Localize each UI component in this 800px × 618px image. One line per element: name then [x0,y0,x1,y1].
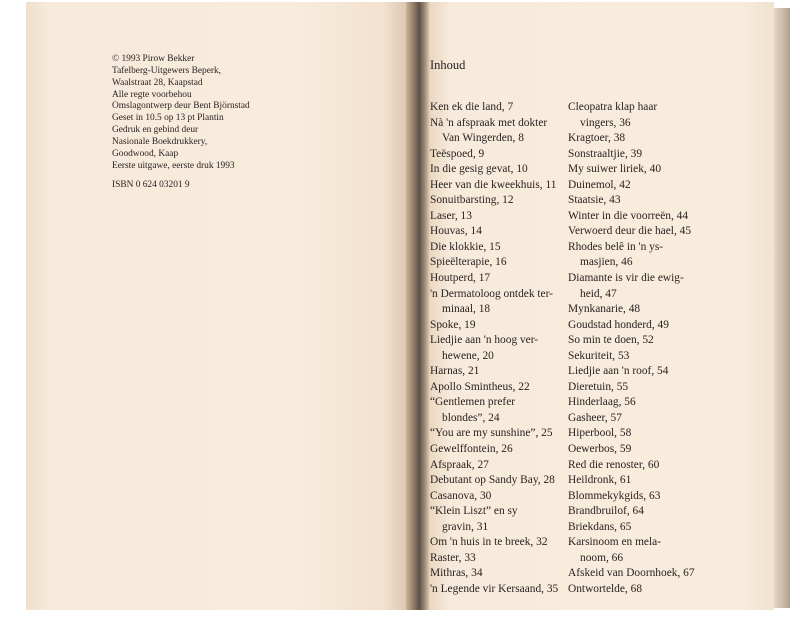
imprint-line: Omslagontwerp deur Bent Björnstad [112,101,250,112]
contents-entry: Liedjie aan 'n hoog ver- [430,334,539,347]
contents-entry: Goudstad honderd, 49 [568,318,669,331]
contents-entry: hewene, 20 [442,349,494,362]
contents-entry: Houtperd, 17 [430,272,491,285]
contents-entry: minaal, 18 [442,303,491,316]
contents-entry: 'n Legende vir Kersaand, 35 [430,582,559,595]
page-edges [774,8,790,608]
contents-entry: Gewelffontein, 26 [430,443,513,456]
contents-entry: Mynkanarie, 48 [568,303,641,316]
contents-entry: Hinderlaag, 56 [568,396,636,409]
contents-entry: Teëspoed, 9 [430,147,485,160]
contents-entry: Brandbruilof, 64 [568,505,644,518]
contents-entry: Die klokkie, 15 [430,240,501,253]
imprint-line: Goodwood, Kaap [112,148,179,159]
imprint-line: Eerste uitgawe, eerste druk 1993 [112,160,235,171]
contents-entry: gravin, 31 [442,520,489,533]
contents-entry: Diamante is vir die ewig- [568,272,684,285]
book-gutter [406,2,430,610]
imprint-line: Gedruk en gebind deur [112,125,199,136]
imprint-line: Alle regte voorbehou [112,89,192,100]
contents-entry: Debutant op Sandy Bay, 28 [430,474,555,487]
contents-entry: Sekuriteit, 53 [568,349,630,362]
contents-entry: Verwoerd deur die hael, 45 [568,225,692,238]
contents-entry: Spieëlterapie, 16 [430,256,507,269]
contents-entry: Duinemol, 42 [568,178,631,191]
contents-entry: Winter in die voorreën, 44 [568,209,689,222]
contents-entry: Gasheer, 57 [568,411,622,424]
imprint-line: Geset in 10.5 op 13 pt Plantin [112,113,224,124]
contents-entry: vingers, 36 [580,116,631,129]
contents-entry: Spoke, 19 [430,318,476,331]
contents-entry: In die gesig gevat, 10 [430,163,528,176]
contents-entry: Nà 'n afspraak met dokter [430,116,548,129]
contents-entry: Ken ek die land, 7 [430,101,514,113]
contents-entry: noom, 66 [580,551,624,564]
left-page [26,2,406,610]
contents-entry: heid, 47 [580,287,617,300]
contents-entry: Heildronk, 61 [568,474,632,487]
contents-entry: Casanova, 30 [430,489,492,502]
contents-entry: My suiwer liriek, 40 [568,163,662,176]
contents-entry: Afskeid van Doornhoek, 67 [568,567,695,580]
contents-entry: “You are my sunshine”, 25 [430,427,553,440]
contents-entry: Dieretuin, 55 [568,380,629,393]
contents-entry: Staatsie, 43 [568,194,621,207]
contents-entry: Laser, 13 [430,209,472,222]
contents-entry: Ontwortelde, 68 [568,582,643,595]
isbn: ISBN 0 624 03201 9 [112,180,190,190]
contents-entry: Sonuitbarsting, 12 [430,194,514,207]
contents-entry: Mithras, 34 [430,567,483,580]
contents-entry: Briekdans, 65 [568,520,632,533]
contents-entry: Hiperbool, 58 [568,427,632,440]
imprint-block [112,54,250,172]
contents-entry: 'n Dermatoloog ontdek ter- [430,287,553,300]
contents-entry: Blommekykgids, 63 [568,489,661,502]
contents-entry: Oewerbos, 59 [568,443,632,456]
contents-entry: Heer van die kweekhuis, 11 [430,178,557,191]
contents-entry: blondes”, 24 [442,411,500,424]
contents-entry: So min te doen, 52 [568,334,654,347]
imprint-line: Tafelberg-Uitgewers Beperk, [112,65,222,76]
contents-entry: Houvas, 14 [430,225,482,238]
contents-entry: Van Wingerden, 8 [442,132,524,145]
imprint-line: Nasionale Boekdrukkery, [112,136,208,147]
contents-entry: masjien, 46 [580,256,633,269]
contents-entry: Rhodes belê in 'n ys- [568,240,664,253]
contents-entry: Om 'n huis in te breek, 32 [430,536,548,549]
imprint-line: Waalstraat 28, Kaapstad [112,77,203,88]
contents-column-left [430,100,570,598]
contents-entry: Raster, 33 [430,551,476,564]
contents-entry: Red die renoster, 60 [568,458,660,471]
contents-entry: Karsinoom en mela- [568,536,661,549]
contents-entry: “Klein Liszt” en sy [430,505,518,518]
contents-title: Inhoud [430,58,466,72]
contents-entry: “Gentlemen prefer [430,396,516,409]
contents-entry: Afspraak, 27 [430,458,489,471]
contents-column-right [568,100,738,598]
contents-entry: Cleopatra klap haar [568,101,658,113]
imprint-line: © 1993 Pirow Bekker [112,54,195,64]
contents-entry: Sonstraaltjie, 39 [568,147,643,160]
contents-entry: Liedjie aan 'n roof, 54 [568,365,669,378]
contents-entry: Harnas, 21 [430,365,480,378]
contents-entry: Apollo Smintheus, 22 [430,380,530,393]
contents-entry: Kragtoer, 38 [568,132,626,145]
